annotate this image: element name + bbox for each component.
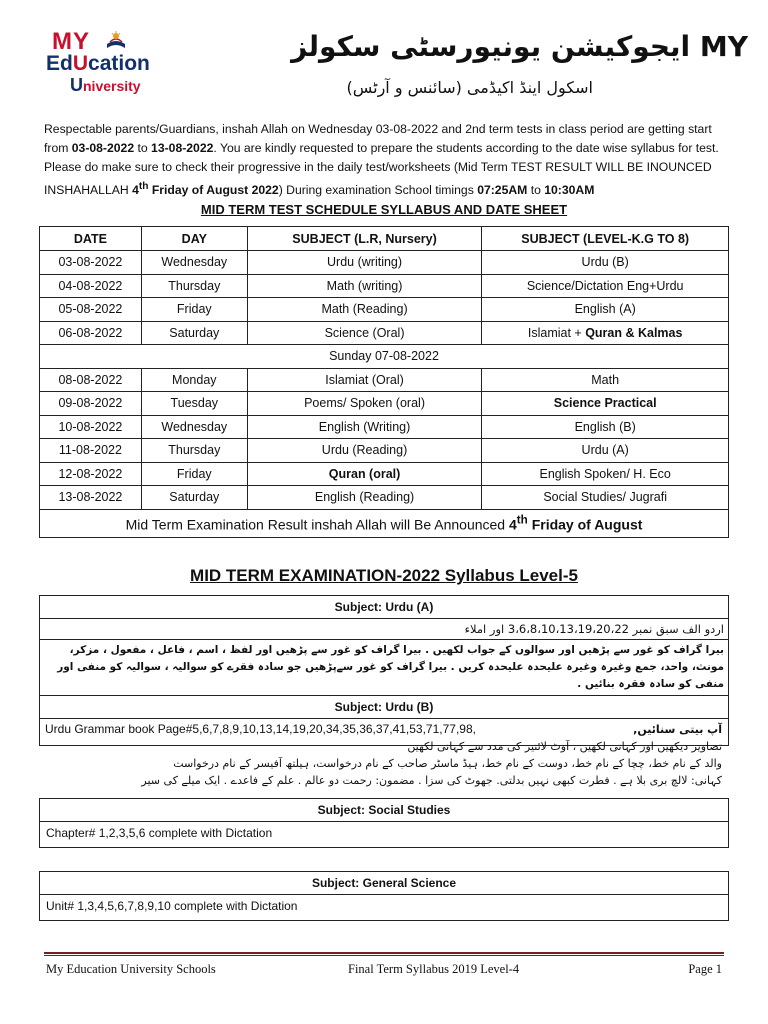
- cell-date: 03-08-2022: [40, 251, 142, 275]
- table-row: [40, 486, 729, 510]
- urdu-school-subtitle: اسکول اینڈ اکیڈمی (سائنس و آرٹس): [346, 78, 593, 97]
- urdu-b-line: والد کے نام خط، چچا کے نام خط، دوست کے نام خط، ہیڈ ماسٹر صاحب کے نام درخواست، ہیلتھ آفیسر کے نام درخواست: [173, 757, 722, 770]
- cell-subject: Urdu (A): [482, 439, 729, 463]
- cell-subject: Science Practical: [482, 392, 729, 416]
- cell-subject: English (A): [482, 298, 729, 322]
- table-row: [40, 415, 729, 439]
- result-note: Mid Term Examination Result inshah Allah will Be Announced 4th Friday of August: [40, 509, 729, 537]
- cell-subject: English Spoken/ H. Eco: [482, 462, 729, 486]
- result-note-row: [40, 509, 729, 537]
- cell-date: 11-08-2022: [40, 439, 142, 463]
- urdu-b-line: کہانی: لالچ بری بلا ہے . فطرت کبھی نہیں بدلتی. جھوٹ کی سزا . مضمون: رحمت دو عالم . علم کے فاعدے . ایک میلے کی سیر: [141, 774, 722, 787]
- col-subject-kg8: SUBJECT (LEVEL-K.G TO 8): [482, 227, 729, 251]
- cell-subject: Islamiat + Quran & Kalmas: [482, 321, 729, 345]
- urdu-a-header: Subject: Urdu (A): [40, 596, 728, 619]
- table-row: [40, 274, 729, 298]
- logo-education: EdUcation: [46, 52, 150, 75]
- col-subject-nursery: SUBJECT (L.R, Nursery): [247, 227, 482, 251]
- cell-subject: Quran (oral): [247, 462, 482, 486]
- urdu-b-grammar-pages: Urdu Grammar book Page#5,6,7,8,9,10,13,14,19,20,34,35,36,37,41,53,71,77,98,: [45, 722, 476, 736]
- intro-paragraph: Respectable parents/Guardians, inshah Allah on Wednesday 03-08-2022 and 2nd term tests in class period are getting start from 03-08-2022 to 13-08-2022. You are kindly requested to prepare the students according to the date wise syllabus for test. Please do make sure to check their progressive in the daily test/worksheets (Mid Term TEST RESULT WILL BE INOUNCED INSHAHALLAH 4th Friday of August 2022) During examination School timings 07:25AM to 10:30AM: [44, 122, 719, 198]
- table-header-row: [40, 227, 729, 251]
- cell-subject: Math: [482, 368, 729, 392]
- table-row: [40, 251, 729, 275]
- cell-day: Thursday: [141, 274, 247, 298]
- urdu-b-section: [40, 719, 728, 789]
- cell-date: 06-08-2022: [40, 321, 142, 345]
- cell-subject: Islamiat (Oral): [247, 368, 482, 392]
- cell-subject: Science (Oral): [247, 321, 482, 345]
- cell-subject: English (Writing): [247, 415, 482, 439]
- urdu-a-lessons: اردو الف سبق نمبر 3،6،8،10،13،19،20،22 اور املاء: [464, 622, 724, 636]
- cell-subject: Math (Reading): [247, 298, 482, 322]
- holiday-row: [40, 345, 729, 369]
- social-studies-section: [39, 798, 729, 848]
- cell-date: 10-08-2022: [40, 415, 142, 439]
- cell-day: Friday: [141, 298, 247, 322]
- urdu-b-line: آپ بیتی سنائیں,: [633, 723, 722, 736]
- footer-doc-title: Final Term Syllabus 2019 Level-4: [348, 962, 520, 976]
- cell-day: Saturday: [141, 321, 247, 345]
- cell-day: Friday: [141, 462, 247, 486]
- cell-subject: Science/Dictation Eng+Urdu: [482, 274, 729, 298]
- cell-date: 13-08-2022: [40, 486, 142, 510]
- cell-holiday: Sunday 07-08-2022: [40, 345, 729, 369]
- table-row: [40, 368, 729, 392]
- cell-subject: Poems/ Spoken (oral): [247, 392, 482, 416]
- general-science-section: [39, 871, 729, 921]
- social-studies-body: Chapter# 1,2,3,5,6 complete with Dictation: [46, 826, 273, 840]
- cell-day: Saturday: [141, 486, 247, 510]
- cell-subject: Social Studies/ Jugrafi: [482, 486, 729, 510]
- logo-my: MY: [52, 28, 90, 55]
- cell-subject: Urdu (writing): [247, 251, 482, 275]
- cell-day: Monday: [141, 368, 247, 392]
- syllabus-title: MID TERM EXAMINATION-2022 Syllabus Level-5: [190, 566, 578, 585]
- cell-day: Wednesday: [141, 415, 247, 439]
- general-science-body: Unit# 1,3,4,5,6,7,8,9,10 complete with Dictation: [46, 899, 298, 913]
- cell-subject: English (Reading): [247, 486, 482, 510]
- cell-date: 05-08-2022: [40, 298, 142, 322]
- table-row: [40, 321, 729, 345]
- col-date: DATE: [40, 227, 142, 251]
- cell-date: 04-08-2022: [40, 274, 142, 298]
- urdu-b-header: Subject: Urdu (B): [40, 695, 728, 719]
- urdu-school-title: MY ایجوکیشن یونیورسٹی سکولز: [291, 30, 748, 63]
- urdu-b-line: تصاویر دیکھیں اور کہانی لکھیں ، آوٹ لائنیز کی مدد سے کہانی لکھیں: [407, 740, 722, 753]
- date-sheet-table: [39, 226, 729, 538]
- table-row: [40, 392, 729, 416]
- book-crest-icon: [104, 30, 128, 54]
- cell-subject: Urdu (Reading): [247, 439, 482, 463]
- cell-subject: Urdu (B): [482, 251, 729, 275]
- cell-subject: English (B): [482, 415, 729, 439]
- social-studies-header: Subject: Social Studies: [40, 799, 728, 822]
- urdu-a-section: [39, 595, 729, 787]
- general-science-header: Subject: General Science: [40, 872, 728, 895]
- table-row: [40, 462, 729, 486]
- table-row: [40, 298, 729, 322]
- school-logo: [44, 28, 159, 96]
- cell-subject: Math (writing): [247, 274, 482, 298]
- footer-page-number: Page 1: [688, 962, 722, 976]
- logo-university: University: [70, 75, 141, 95]
- col-day: DAY: [141, 227, 247, 251]
- footer-school-name: My Education University Schools: [46, 962, 216, 976]
- cell-day: Tuesday: [141, 392, 247, 416]
- footer-rule-thin: [44, 955, 724, 956]
- table-row: [40, 439, 729, 463]
- cell-day: Wednesday: [141, 251, 247, 275]
- cell-day: Thursday: [141, 439, 247, 463]
- cell-date: 08-08-2022: [40, 368, 142, 392]
- urdu-a-paragraph-tasks: بیرا گراف کو غور سے پڑھیں اور سوالوں کے جواب لکھیں . بیرا گراف کو غور سے پڑھیں اور لفظ ، اسم ، فاعل ، مفعول ، مزکر، مونث، واحد، جمع وغیرہ وغیرہ علیحدہ علیحدہ کریں . بیرا گراف کو غور سےپڑھیں جو سادہ فقرے کو سوالیہ ، سوالیہ کو منفی اور منفی کو سادہ فقرہ بنائیں .: [40, 639, 728, 695]
- cell-date: 09-08-2022: [40, 392, 142, 416]
- footer-rule: [44, 952, 724, 954]
- schedule-title: MID TERM TEST SCHEDULE SYLLABUS AND DATE SHEET: [200, 202, 568, 217]
- cell-date: 12-08-2022: [40, 462, 142, 486]
